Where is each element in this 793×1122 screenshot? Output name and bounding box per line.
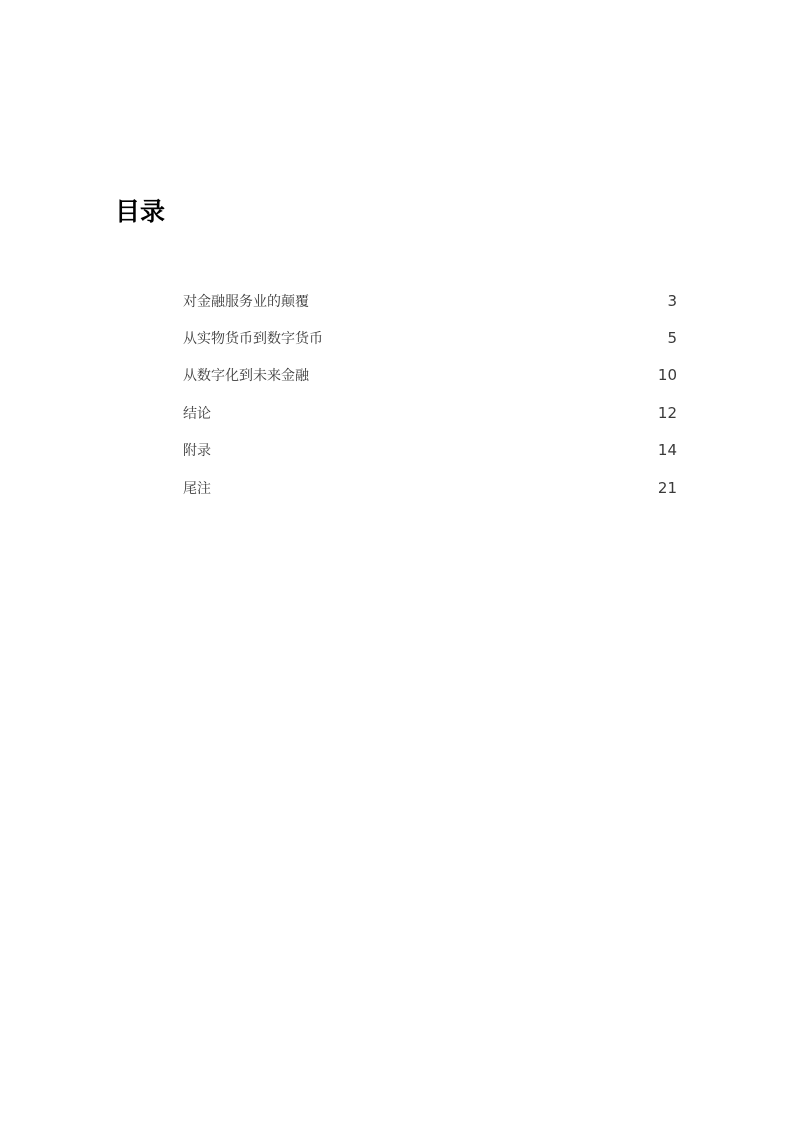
toc-entry[interactable] [183,432,677,469]
toc-entry-page-number: 3 [667,291,677,310]
toc-entry-page-number: 10 [657,366,677,385]
page-title: 目录 [115,197,166,226]
toc-entry[interactable] [183,357,677,394]
toc-entry-title: 尾注 [183,480,211,497]
toc-entry[interactable] [183,319,677,356]
toc-entry-title: 结论 [183,405,211,422]
toc-entry-title: 附录 [183,443,211,460]
table-of-contents [183,282,677,506]
toc-entry-title: 从实物货币到数字货币 [183,331,323,348]
toc-entry[interactable] [183,394,677,431]
toc-entry-page-number: 21 [657,478,677,497]
toc-entry[interactable] [183,282,677,319]
toc-entry-title: 对金融服务业的颠覆 [183,293,309,310]
toc-entry-page-number: 5 [667,329,677,348]
toc-entry-title: 从数字化到未来金融 [183,368,309,385]
toc-entry-page-number: 14 [657,441,677,460]
toc-entry-page-number: 12 [657,403,677,422]
toc-entry[interactable] [183,469,677,506]
